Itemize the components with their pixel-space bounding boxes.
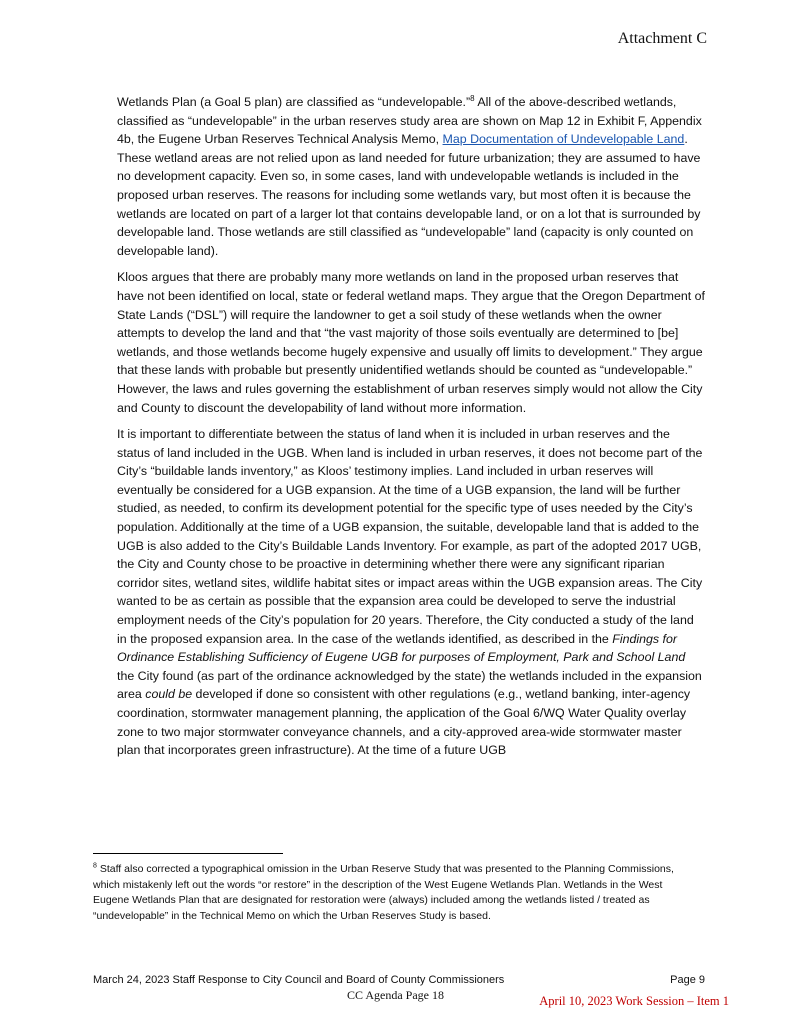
main-body: [117, 93, 705, 768]
para1-text-a: Wetlands Plan (a Goal 5 plan) are classified as “undevelopable.”: [117, 95, 471, 109]
para1-text-b: All of the above-described wetlands, classified as “undevelopable” in the urban reserves study area are shown on Map 12 in Exhibit F, Appendix 4b, the Eugene Urban Reserves Technical Analysis Memo,: [117, 95, 702, 147]
footnote-ref[interactable]: 8: [470, 93, 475, 103]
agenda-page: CC Agenda Page 18: [347, 988, 444, 1002]
para3-text-c: developed if done so consistent with other regulations (e.g., wetland banking, inter-agency coordination, stormwater management planning, the application of the Goal 6/WQ Water Quality overlay zone to two major stormwater conveyance channels, and a city-approved area-wide stormwater master plan that incorporates green infrastructure). At the time of a future UGB: [117, 687, 691, 758]
paragraph-2: Kloos argues that there are probably many more wetlands on land in the proposed urban reserves that have not been identified on local, state or federal wetland maps. They argue that the Oregon Department of State Lands (“DSL”) will require the landowner to get a soil study of these wetlands when the owner attempts to develop the land and that “the vast majority of those soils eventually are determined to [be] wetlands, and those wetlands become hugely expensive and usually off limits to development.” They argue that these lands with probable but presently unidentified wetlands should be counted as “undevelopable.” However, the laws and rules governing the establishment of urban reserves simply would not allow the City and County to discount the developability of land without more information.: [117, 270, 706, 415]
footnote-divider: [93, 853, 283, 854]
para3-text-b: the City found (as part of the ordinance acknowledged by the state) the wetlands included in the expansion area: [117, 668, 702, 702]
could-be-emphasis: could be: [145, 687, 193, 702]
footnote-number: 8: [93, 862, 97, 870]
work-session-stamp: April 10, 2023 Work Session – Item 1: [539, 994, 729, 1008]
paragraph-3: [117, 425, 705, 760]
footnote-text: Staff also corrected a typographical omission in the Urban Reserve Study that was presented to the Planning Commissions, which mistakenly left out the words “or restore” in the description of the West Eugene Wetlands Plan. Wetlands in the West Eugene Wetlands Plan that are designated for restoration were (always) included among the wetlands listed / treated as “undevelopable” in the Technical Memo on which the Urban Reserves Study is based.: [93, 863, 674, 922]
footnote: [93, 862, 693, 924]
para3-text-a: It is important to differentiate between the status of land when it is included in urban reserves and the status of land included in the UGB. When land is included in urban reserves, it does not become part of the City’s “buildable lands inventory,” as Kloos’ testimony implies. Land included in urban reserves will eventually be considered for a UGB expansion. At the time of a UGB expansion, the land will be further studied, as needed, to confirm its development potential for the specific type of uses needed by the City’s population. Additionally at the time of a UGB expansion, the suitable, developable land that is added to the UGB is also added to the City’s Buildable Lands Inventory. For example, as part of the adopted 2017 UGB, the City and County chose to be proactive in determining whether there were any significant riparian corridor sites, wetland sites, wildlife habitat sites or impact areas within the UGB expansion areas. The City wanted to be as certain as possible that the expansion area could be developed to serve the industrial employment needs of the City’s population for 20 years. Therefore, the City conducted a study of the land in the proposed expansion area. In the case of the wetlands identified, as described in the: [117, 427, 703, 646]
page-number: Page 9: [670, 974, 705, 986]
paragraph-1: [117, 93, 705, 260]
footer-title: March 24, 2023 Staff Response to City Council and Board of County Commissioners: [93, 974, 505, 986]
para1-text-c: . These wetland areas are not relied upon as land needed for future urbanization; they are assumed to have no development capacity. Even so, in some cases, land with undevelopable wetlands is included in the proposed urban reserves. The reasons for including some wetlands vary, but most often it is because the wetlands are located on part of a larger lot that contains developable land, or on a lot that is surrounded by developable land. Those wetlands are still classified as “undevelopable” land (capacity is only counted on developable land).: [117, 132, 701, 258]
map-documentation-link[interactable]: Map Documentation of Undevelopable Land: [442, 132, 685, 147]
findings-title: Findings for Ordinance Establishing Sufficiency of Eugene UGB for purposes of Employment, Park and School Land: [117, 631, 686, 665]
attachment-label: Attachment C: [617, 30, 707, 47]
